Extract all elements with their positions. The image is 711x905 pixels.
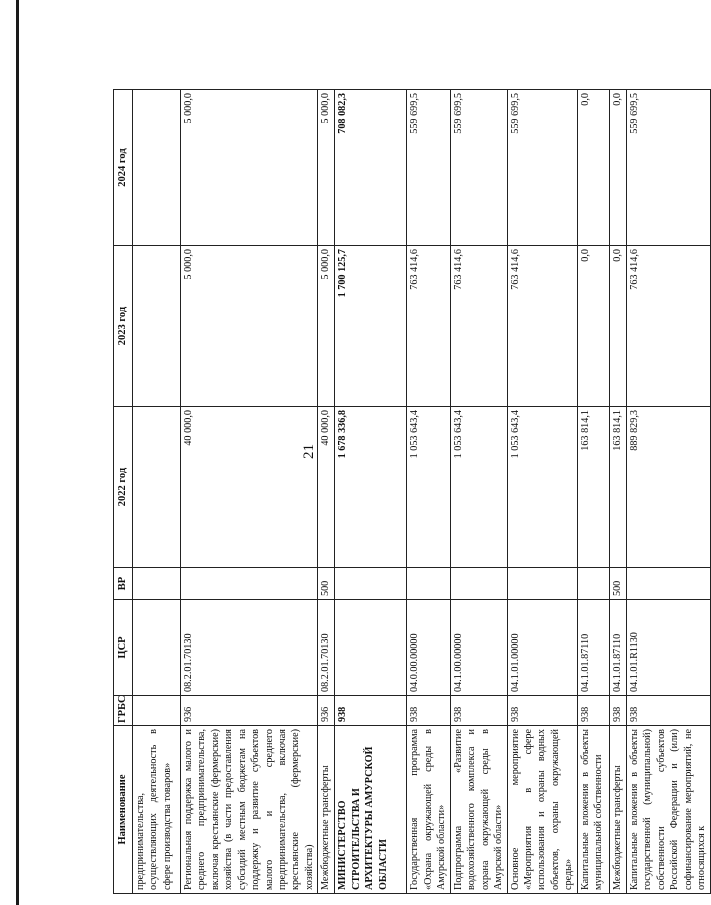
cell-csr: 04.1.01.87110 (577, 600, 609, 696)
cell-name: Основное мероприятие «Мероприятия в сфере использования и охраны водных объектов, охраны окружающей среды» (507, 726, 577, 894)
header-grbs: ГРБС (114, 696, 133, 726)
header-name: Наименование (114, 726, 133, 894)
cell-2024: 559 699,5 (626, 90, 710, 246)
cell-vr (335, 568, 407, 600)
cell-vr (407, 568, 450, 600)
cell-csr: 04.1.01.R1130 (626, 600, 710, 696)
cell-2023: 763 414,6 (450, 246, 507, 407)
cell-name: Региональная поддержка малого и среднего предпринимательства, включая крестьянские (фермерские) хозяйства (в части предоставления субсидий местным бюджетам на поддержку и развитие субъектов малого и среднего предпринимательства, включая крестьянские (фермерские) хозяйства) (180, 726, 318, 894)
cell-grbs: 938 (407, 696, 450, 726)
scan-edge-line (16, 0, 19, 905)
cell-grbs: 938 (577, 696, 609, 726)
budget-table (113, 89, 711, 894)
cell-2024: 559 699,5 (507, 90, 577, 246)
cell-2022: 1 678 336,8 (335, 407, 407, 568)
cell-vr (132, 568, 180, 600)
table-row (609, 90, 626, 894)
table-row (180, 90, 318, 894)
table-row (335, 90, 407, 894)
table-row (318, 90, 335, 894)
cell-2024: 5 000,0 (180, 90, 318, 246)
cell-name: Государственная программа «Охрана окружающей среды в Амурской области» (407, 726, 450, 894)
table-row (132, 90, 180, 894)
cell-csr: 08.2.01.70130 (180, 600, 318, 696)
cell-2022: 1 053 643,4 (407, 407, 450, 568)
cell-csr (335, 600, 407, 696)
cell-vr (450, 568, 507, 600)
cell-2023: 763 414,6 (507, 246, 577, 407)
cell-2023 (132, 246, 180, 407)
table-row (450, 90, 507, 894)
cell-2022: 889 829,3 (626, 407, 710, 568)
cell-2022: 1 053 643,4 (507, 407, 577, 568)
cell-name: Межбюджетные трансферты (318, 726, 335, 894)
cell-grbs (132, 696, 180, 726)
header-2022: 2022 год (114, 407, 133, 568)
cell-2024: 559 699,5 (407, 90, 450, 246)
cell-name: Капитальные вложения в объекты государственной (муниципальной) собственности субъектов Российской Федерации и (или) софинансирование мероприятий, не относящихся к (626, 726, 710, 894)
table-row (507, 90, 577, 894)
cell-name: предпринимательства, осуществляющих деятельность в сфере производства товаров» (132, 726, 180, 894)
cell-grbs: 938 (626, 696, 710, 726)
cell-vr (626, 568, 710, 600)
cell-grbs: 936 (318, 696, 335, 726)
cell-2024: 708 082,3 (335, 90, 407, 246)
page-number: 21 (301, 444, 317, 459)
cell-grbs: 938 (609, 696, 626, 726)
cell-name: Межбюджетные трансферты (609, 726, 626, 894)
table-body (132, 90, 710, 894)
cell-2022: 40 000,0 (180, 407, 318, 568)
cell-2022: 163 814,1 (609, 407, 626, 568)
cell-csr: 04.1.00.00000 (450, 600, 507, 696)
cell-grbs: 938 (450, 696, 507, 726)
cell-csr: 04.0.00.00000 (407, 600, 450, 696)
cell-2023: 1 700 125,7 (335, 246, 407, 407)
table-row (626, 90, 710, 894)
cell-vr: 500 (318, 568, 335, 600)
cell-vr (577, 568, 609, 600)
table-header-row (114, 90, 133, 894)
cell-name: МИНИСТЕРСТВО СТРОИТЕЛЬСТВА И АРХИТЕКТУРЫ АМУРСКОЙ ОБЛАСТИ (335, 726, 407, 894)
header-vr: ВР (114, 568, 133, 600)
cell-2024 (132, 90, 180, 246)
cell-2023: 5 000,0 (180, 246, 318, 407)
header-csr: ЦСР (114, 600, 133, 696)
cell-2023: 5 000,0 (318, 246, 335, 407)
table-row (577, 90, 609, 894)
cell-2023: 0,0 (577, 246, 609, 407)
cell-2022: 40 000,0 (318, 407, 335, 568)
header-2024: 2024 год (114, 90, 133, 246)
cell-2024: 0,0 (609, 90, 626, 246)
cell-vr: 500 (609, 568, 626, 600)
cell-csr: 04.1.01.87110 (609, 600, 626, 696)
cell-vr (507, 568, 577, 600)
header-2023: 2023 год (114, 246, 133, 407)
cell-name: Подпрограмма «Развитие водохозяйственного комплекса и охрана окружающей среды в Амурской области» (450, 726, 507, 894)
table-row (407, 90, 450, 894)
cell-vr (180, 568, 318, 600)
cell-2023: 0,0 (609, 246, 626, 407)
cell-csr: 04.1.01.00000 (507, 600, 577, 696)
cell-name: Капитальные вложения в объекты муниципальной собственности (577, 726, 609, 894)
cell-2022: 1 053 643,4 (450, 407, 507, 568)
cell-grbs: 936 (180, 696, 318, 726)
cell-2024: 559 699,5 (450, 90, 507, 246)
cell-csr: 08.2.01.70130 (318, 600, 335, 696)
cell-2023: 763 414,6 (407, 246, 450, 407)
cell-2024: 0,0 (577, 90, 609, 246)
cell-2022 (132, 407, 180, 568)
cell-grbs: 938 (507, 696, 577, 726)
cell-csr (132, 600, 180, 696)
cell-grbs: 938 (335, 696, 407, 726)
rotated-table-container (113, 90, 708, 894)
cell-2022: 163 814,1 (577, 407, 609, 568)
cell-2023: 763 414,6 (626, 246, 710, 407)
cell-2024: 5 000,0 (318, 90, 335, 246)
